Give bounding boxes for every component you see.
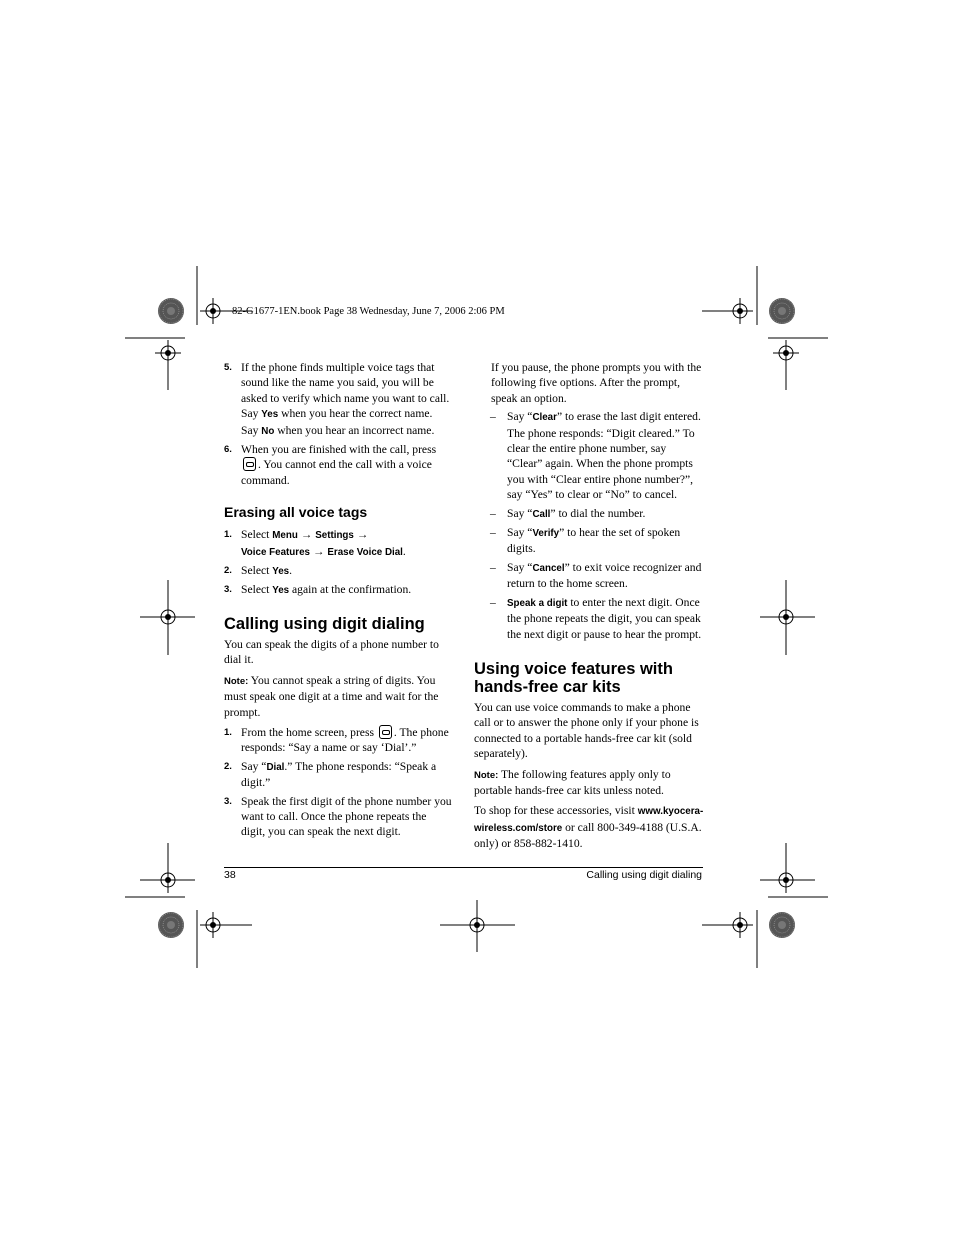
option-verify: – Say “Verify” to hear the set of spoken digits.	[490, 526, 681, 556]
footer-section-title: Calling using digit dialing	[586, 869, 702, 881]
pause-intro: If you pause, the phone prompts you with the following five options. After the prompt, speak an option.	[491, 361, 702, 405]
shop-accessories: To shop for these accessories, visit www.kyocera-wireless.com/store or call 800-349-4188 (U.S.A. only) or 858-882-1410.	[474, 804, 704, 851]
option-clear: – Say “Clear” to erase the last digit entered. The phone responds: “Digit cleared.” To clear the entire phone number, say “Clear” again. When the phone prompts you with “Clear entire phone number?”, say “Yes” to clear or “No” to cancel.	[490, 410, 701, 502]
digit-step-2: 2. Say “Dial.” The phone responds: “Speak a digit.”	[224, 759, 437, 790]
digit-note: Note: You cannot speak a string of digits. You must speak one digit at a time and wait for the prompt.	[224, 673, 439, 719]
end-key-icon	[243, 457, 256, 471]
digit-step-3: 3. Speak the first digit of the phone number you want to call. Once the phone repeats the digit, you can speak the next digit.	[224, 794, 452, 839]
arrow-icon: →	[300, 528, 313, 542]
left-column	[224, 360, 452, 843]
handsfree-intro: You can use voice commands to make a phone call or to answer the phone only if your phone is connected to a portable hands-free car kit (sold separately).	[474, 700, 699, 761]
arrow-icon: →	[356, 528, 369, 542]
option-cancel: – Say “Cancel” to exit voice recognizer and return to the home screen.	[490, 560, 702, 591]
option-call: – Say “Call” to dial the number.	[490, 506, 646, 520]
arrow-icon: →	[312, 544, 325, 558]
erase-step-2: 2. Select Yes.	[224, 564, 293, 578]
digit-step-1: 1. From the home screen, press . The phone responds: “Say a name or say ‘Dial’.”	[224, 725, 449, 755]
send-key-icon	[379, 725, 392, 739]
option-speak-digit: – Speak a digit to enter the next digit. Once the phone repeats the digit, you can speak the next digit or pause to hear the prompt.	[490, 595, 702, 641]
handsfree-heading: Using voice features with hands-free car kits	[474, 659, 673, 696]
step-6: 6. When you are finished with the call, press . You cannot end the call with a voice command.	[224, 443, 437, 487]
store-link[interactable]: www.kyocera-wireless.com/store	[474, 806, 704, 834]
footer-rule	[224, 867, 703, 868]
right-column	[474, 360, 704, 857]
erase-step-3: 3. Select Yes again at the confirmation.	[224, 583, 412, 597]
page-number: 38	[224, 869, 236, 881]
erase-step-1: 1. Select Menu → Settings → Voice Features → Erase Voice Dial.	[224, 528, 406, 558]
digit-intro: You can speak the digits of a phone number to dial it.	[224, 637, 439, 667]
book-info-line: 82-G1677-1EN.book Page 38 Wednesday, June 7, 2006 2:06 PM	[232, 306, 505, 317]
step-5: 5. If the phone finds multiple voice tags that sound like the name you said, you will be asked to verify which name you want to call. Say Yes when you hear the correct name. Say No when you hear an incorrect name.	[224, 361, 450, 437]
handsfree-note: Note: The following features apply only to portable hands-free car kits unless noted.	[474, 767, 671, 797]
erase-heading: Erasing all voice tags	[224, 504, 368, 521]
digit-dialing-heading: Calling using digit dialing	[224, 614, 425, 633]
